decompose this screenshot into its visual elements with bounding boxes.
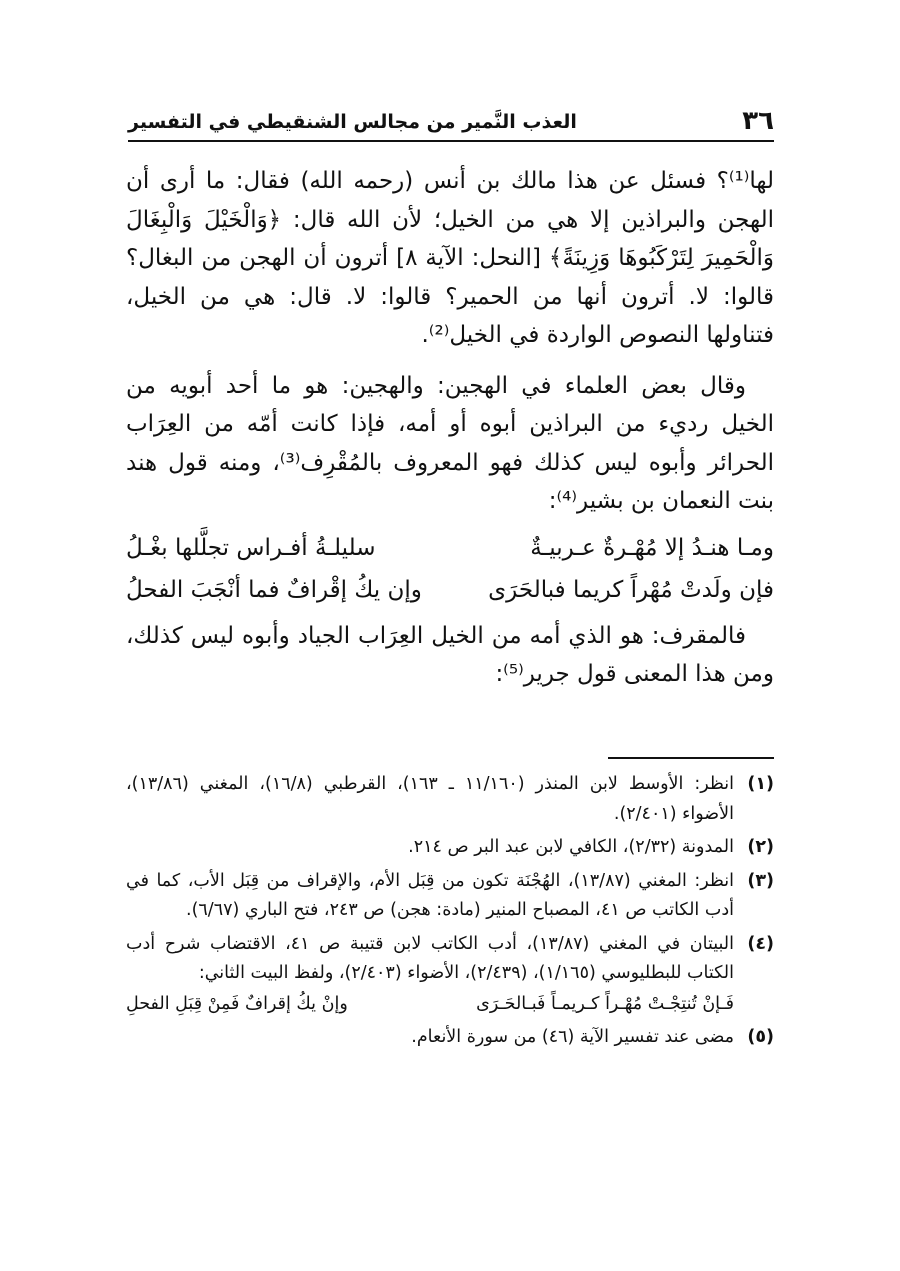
footnote-text: البيتان في المغني (١٣/٨٧)، أدب الكاتب لابن قتيبة ص ٤١، الاقتضاب شرح أدب الكتاب للبطليوسي (١/١٦٥)، (٢/٤٣٩)، الأضواء (٢/٤٠٣)، ولفظ البيت الثاني: — [126, 933, 734, 983]
footnote-number: (٢) — [747, 837, 774, 857]
footnote — [126, 1023, 774, 1053]
footnote-separator — [608, 757, 774, 759]
paragraph: وقال بعض العلماء في الهجين: والهجين: هو ما أحد أبويه من الخيل رديء من البراذين أبوه أو أمه، فإذا كانت أمّه من العِرَاب الحرائر وأبوه ليس كذلك فهو المعروف بالمُقْرِف⁽³⁾، ومنه قول هند بنت النعمان بن بشير⁽⁴⁾: — [126, 372, 774, 514]
running-title: العذب النَّمير من مجالس الشنقيطي في التفسير — [128, 111, 577, 133]
footnote-number: (١) — [747, 774, 774, 794]
footnote-number: (٥) — [747, 1026, 774, 1047]
footnote-verse-line — [126, 989, 734, 1019]
footnote-number: (٣) — [747, 870, 774, 891]
verse-line — [126, 527, 774, 569]
footnote — [126, 833, 774, 863]
verse-first-hemistich: فَـإنْ تُنتِجْـتْ مُهْـراً كـريمـاً فَبـالحَـرَى — [476, 993, 734, 1014]
footnotes — [126, 770, 774, 1056]
poem — [126, 527, 774, 611]
verse-first-hemistich: فإن ولَدتْ مُهْراً كريما فبالحَرَى — [488, 576, 774, 603]
verse-second-hemistich: وإنْ يكُ إقرافٌ فَمِنْ قِبَلِ الفحلِ — [126, 993, 348, 1014]
footnote-number: (٤) — [747, 933, 774, 954]
verse-second-hemistich: وإن يكُ إقْرافٌ فما أنْجَبَ الفحلُ — [126, 576, 422, 603]
footnote-text: انظر: الأوسط لابن المنذر (١١/١٦٠ ـ ١٦٣)، القرطبي (١٦/٨)، المغني (١٣/٨٦)، الأضواء (٢/٤٠١). — [126, 774, 734, 824]
footnote-text: مضى عند تفسير الآية (٤٦) من سورة الأنعام. — [411, 1026, 734, 1047]
page-number: ٣٦ — [742, 106, 774, 136]
footnote-text: انظر: المغني (١٣/٨٧)، الهُجْنَة تكون من قِبَل الأم، والإقراف من قِبَل الأب، كما في أدب الكاتب ص ٤١، المصباح المنير (مادة: هجن) ص ٢٤٣، فتح الباري (٦/٦٧). — [126, 870, 735, 920]
page-header — [128, 104, 774, 142]
footnote — [126, 770, 774, 829]
footnote — [126, 930, 774, 1019]
paragraph: فالمقرف: هو الذي أمه من الخيل العِرَاب الجياد وأبوه ليس كذلك، ومن هذا المعنى قول جرير⁽⁵⁾: — [126, 622, 774, 687]
footnote-text: المدونة (٢/٣٢)، الكافي لابن عبد البر ص ٢١٤. — [408, 837, 734, 857]
main-text — [126, 162, 774, 706]
verse-second-hemistich: سليلـةُ أفـراس تجلَّلها بغْـلُ — [126, 534, 376, 561]
paragraph: لها⁽¹⁾؟ فسئل عن هذا مالك بن أنس (رحمه الله) فقال: ما أرى أن الهجن والبراذين إلا هي من الخيل؛ لأن الله قال: ﴿وَالْخَيْلَ وَالْبِغَالَ وَالْحَمِيرَ لِتَرْكَبُوهَا وَزِينَةً﴾ [النحل: الآية ٨] أترون أن الهجن من البغال؟ قالوا: لا. أترون أنها من الحمير؟ قالوا: لا. قال: هي من الخيل، فتناولها النصوص الواردة في الخيل⁽²⁾. — [126, 168, 774, 348]
footnote — [126, 867, 774, 926]
verse-line — [126, 569, 774, 611]
verse-first-hemistich: ومـا هنـدُ إلا مُهْـرةٌ عـربيـةٌ — [530, 534, 774, 561]
